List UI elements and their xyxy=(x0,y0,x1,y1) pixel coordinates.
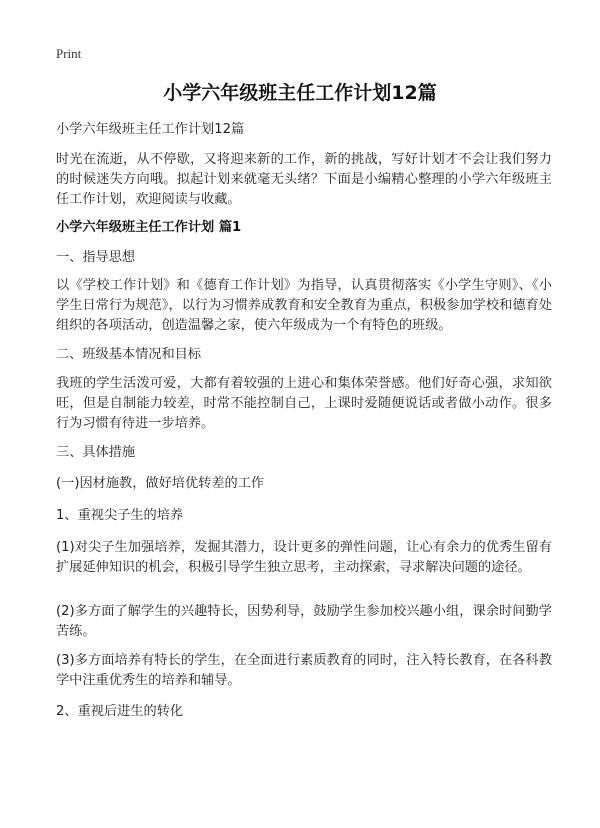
part2-heading: 二、班级基本情况和目标 xyxy=(56,347,202,362)
sub1-1-heading: 1、重视尖子生的培养 xyxy=(56,508,184,523)
part2-paragraph: 我班的学生活泼可爱，大都有着较强的上进心和集体荣誉感。他们好奇心强，求知欲旺，但是自制能力较差，时常不能控制自己，上课时爱随便说话或者做小动作。很多行为习惯有待进一步培养。 xyxy=(56,376,552,431)
part3-heading: 三、具体措施 xyxy=(56,445,136,460)
list-item-2: (2)多方面了解学生的兴趣特长，因势利导，鼓励学生参加校兴趣小组，课余时间勤学苦练。 xyxy=(56,604,552,639)
print-link[interactable]: Print xyxy=(56,46,82,61)
sub1-heading: (一)因材施教，做好培优转差的工作 xyxy=(56,476,265,491)
list-item-3: (3)多方面培养有特长的学生，在全面进行素质教育的同时，注入特长教育，在各科教学中注重优秀生的培养和辅导。 xyxy=(56,653,552,688)
part1-paragraph: 以《学校工作计划》和《德育工作计划》为指导，认真贯彻落实《小学生守则》、《小学生日常行为规范》，以行为习惯养成教育和安全教育为重点，积极参加学校和德育处组织的各项活动，创造温馨之家，使六年级成为一个有特色的班级。 xyxy=(56,278,552,333)
part1-heading: 一、指导思想 xyxy=(56,250,136,265)
document-subtitle: 小学六年级班主任工作计划12篇 xyxy=(56,122,245,137)
list-item-1: (1)对尖子生加强培养，发掘其潜力，设计更多的弹性问题，让心有余力的优秀生留有扩展延伸知识的机会，积极引导学生独立思考，主动探索，寻求解决问题的途径。 xyxy=(56,540,552,575)
intro-paragraph: 时光在流逝，从不停歇，又将迎来新的工作，新的挑战，写好计划才不会让我们努力的时候迷失方向哦。拟起计划来就毫无头绪？下面是小编精心整理的小学六年级班主任工作计划，欢迎阅读与收藏。 xyxy=(56,152,552,207)
section-heading: 小学六年级班主任工作计划 篇1 xyxy=(56,220,242,235)
document-title: 小学六年级班主任工作计划12篇 xyxy=(163,82,437,104)
sub1-2-heading: 2、重视后进生的转化 xyxy=(56,704,184,719)
